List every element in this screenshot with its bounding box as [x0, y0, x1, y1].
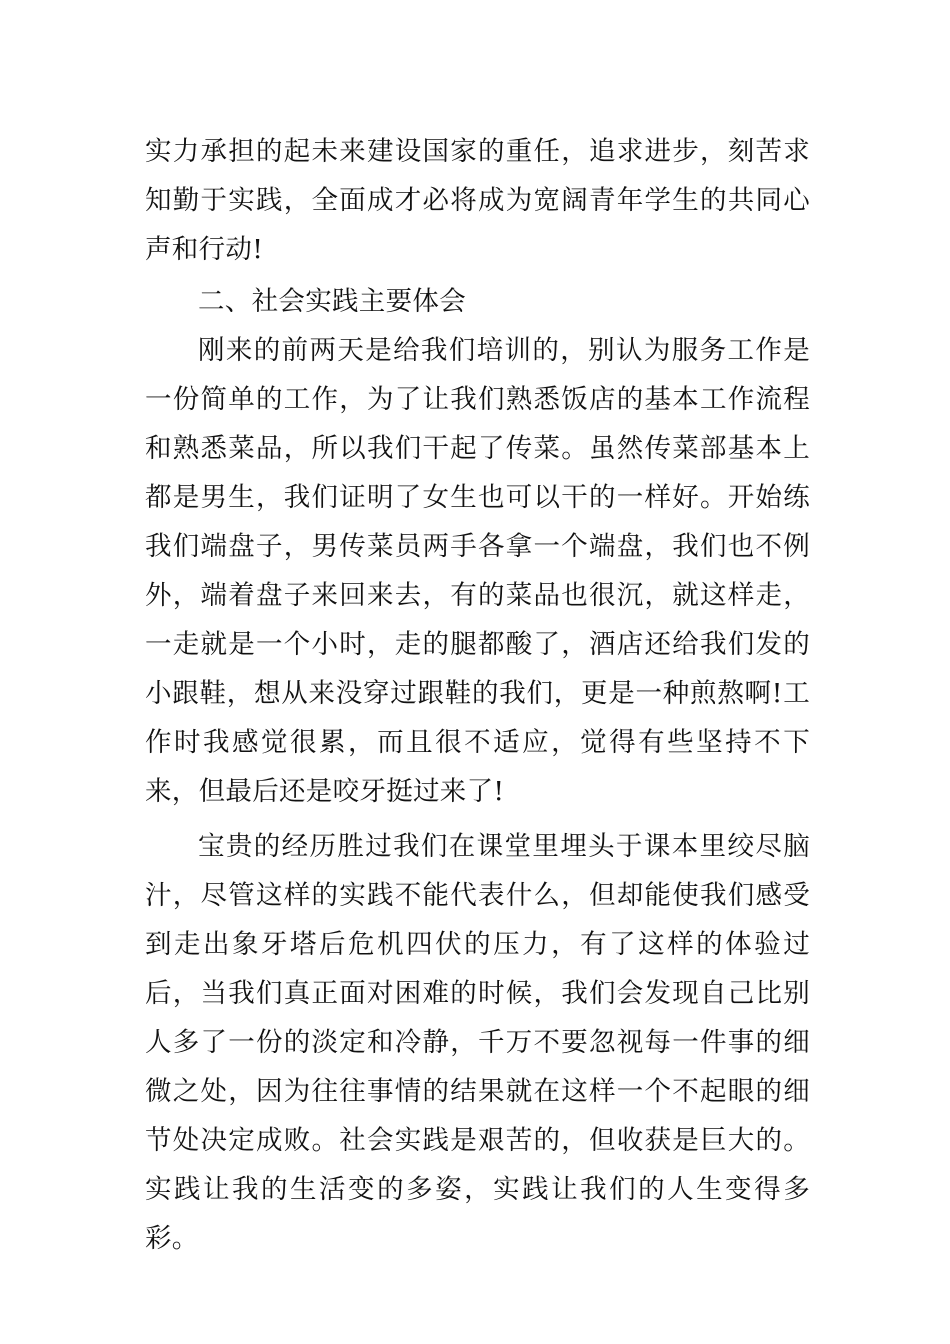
experience-paragraph-block	[145, 822, 810, 1263]
paragraph-continuation: 实力承担的起未来建设国家的重任，追求进步，刻苦求知勤于实践，全面成才必将成为宽阔青年学生的共同心声和行动!	[145, 136, 810, 265]
training-paragraph: 刚来的前两天是给我们培训的，别认为服务工作是一份简单的工作，为了让我们熟悉饭店的基本工作流程和熟悉菜品，所以我们干起了传菜。虽然传菜部基本上都是男生，我们证明了女生也可以干的一样好。开始练我们端盘子，男传菜员两手各拿一个端盘，我们也不例外，端着盘子来回来去，有的菜品也很沉，就这样走，一走就是一个小时，走的腿都酸了，酒店还给我们发的小跟鞋，想从来没穿过跟鞋的我们，更是一种煎熬啊!工作时我感觉很累，而且很不适应，觉得有些坚持不下来，但最后还是咬牙挺过来了!	[145, 335, 810, 807]
training-paragraph-block	[145, 326, 810, 816]
section-heading-block	[145, 277, 810, 326]
experience-paragraph: 宝贵的经历胜过我们在课堂里埋头于课本里绞尽脑汁，尽管这样的实践不能代表什么，但却能使我们感受到走出象牙塔后危机四伏的压力，有了这样的体验过后，当我们真正面对困难的时候，我们会发现自己比别人多了一份的淡定和冷静，千万不要忽视每一件事的细微之处，因为往往事情的结果就在这样一个不起眼的细节处决定成败。社会实践是艰苦的，但收获是巨大的。实践让我的生活变的多姿，实践让我们的人生变得多彩。	[145, 831, 810, 1254]
section-heading: 二、社会实践主要体会	[198, 286, 466, 317]
continued-paragraph	[145, 127, 810, 274]
